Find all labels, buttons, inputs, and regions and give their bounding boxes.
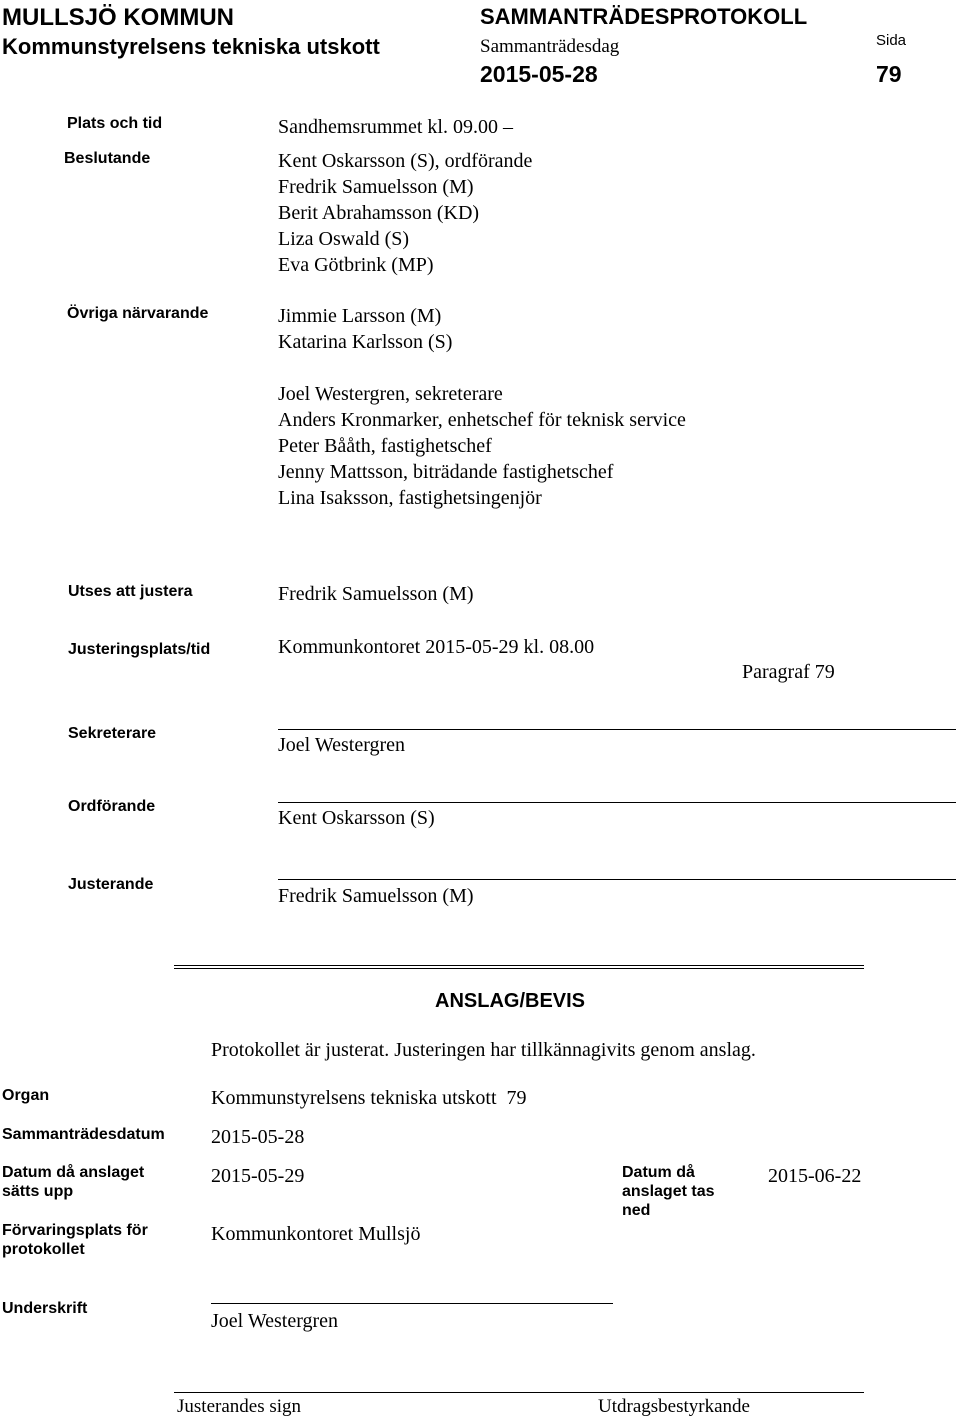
others-label: Övriga närvarande (67, 305, 209, 322)
adjuster-name: Fredrik Samuelsson (M) (278, 885, 474, 907)
deciding-list (278, 148, 532, 278)
chair-signature-line (278, 802, 956, 803)
footer-certification: Utdragsbestyrkande (598, 1396, 750, 1417)
page-label: Sida (876, 32, 907, 49)
secretary-signature-line (278, 729, 956, 730)
meeting-date-label: Sammanträdesdag (480, 36, 620, 57)
attendee: Lina Isaksson, fastighetsingenjör (278, 487, 542, 509)
signature-label: Underskrift (2, 1300, 88, 1317)
attendee: Joel Westergren, sekreterare (278, 383, 503, 405)
deciding-member: Liza Oswald (S) (278, 228, 410, 250)
notice-divider (174, 965, 864, 969)
notice-signature-line (211, 1303, 613, 1304)
place-label: Plats och tid (67, 115, 163, 132)
storage-value: Kommunkontoret Mullsjö (211, 1223, 421, 1245)
session-date-label: Sammanträdesdatum (2, 1126, 165, 1143)
committee-name: Kommunstyrelsens tekniska utskott (2, 34, 380, 59)
deciding-member: Berit Abrahamsson (KD) (278, 202, 480, 224)
removed-date-label: Datum då anslaget tas ned (622, 1164, 715, 1219)
footer-line (174, 1392, 864, 1393)
storage-label: Förvaringsplats för protokollet (2, 1222, 148, 1258)
attendee: Peter Bååth, fastighetschef (278, 435, 492, 457)
attendee: Jimmie Larsson (M) (278, 305, 442, 327)
organ-value: Kommunstyrelsens tekniska utskott 79 (211, 1087, 527, 1109)
adjuster-signature-line (278, 879, 956, 880)
adjust-place-value: Kommunkontoret 2015-05-29 kl. 08.00 (278, 636, 595, 658)
adjust-place-label: Justeringsplats/tid (68, 641, 211, 658)
document-type: SAMMANTRÄDESPROTOKOLL (480, 4, 808, 29)
adjuster-label: Justerande (68, 876, 154, 893)
secretary-name: Joel Westergren (278, 734, 406, 756)
others-officials-list (278, 381, 686, 511)
place-value: Sandhemsrummet kl. 09.00 – (278, 116, 513, 138)
deciding-member: Kent Oskarsson (S), ordförande (278, 150, 533, 172)
attendee: Katarina Karlsson (S) (278, 331, 453, 353)
org-name: MULLSJÖ KOMMUN (2, 4, 234, 31)
page-number: 79 (876, 61, 902, 87)
notice-statement: Protokollet är justerat. Justeringen har tillkännagivits genom anslag. (211, 1039, 756, 1061)
paragraph-number: Paragraf 79 (742, 661, 835, 683)
chair-name: Kent Oskarsson (S) (278, 807, 435, 829)
footer-adjuster-sign: Justerandes sign (177, 1396, 302, 1417)
posted-date-value: 2015-05-29 (211, 1165, 305, 1187)
chair-label: Ordförande (68, 798, 156, 815)
deciding-label: Beslutande (64, 150, 151, 167)
meeting-date: 2015-05-28 (480, 61, 598, 87)
deciding-member: Fredrik Samuelsson (M) (278, 176, 474, 198)
secretary-label: Sekreterare (68, 725, 157, 742)
attendee: Anders Kronmarker, enhetschef för teknisk service (278, 409, 686, 431)
deciding-member: Eva Götbrink (MP) (278, 254, 434, 276)
notice-title: ANSLAG/BEVIS (435, 990, 586, 1012)
removed-date-value: 2015-06-22 (768, 1165, 862, 1187)
others-politicians-list (278, 303, 452, 355)
notice-signature-name: Joel Westergren (211, 1310, 339, 1332)
chosen-adjuster-label: Utses att justera (68, 583, 193, 600)
posted-date-label: Datum då anslaget sätts upp (2, 1164, 145, 1200)
session-date-value: 2015-05-28 (211, 1126, 305, 1148)
chosen-adjuster-value: Fredrik Samuelsson (M) (278, 583, 474, 605)
attendee: Jenny Mattsson, biträdande fastighetschef (278, 461, 614, 483)
organ-label: Organ (2, 1087, 50, 1104)
